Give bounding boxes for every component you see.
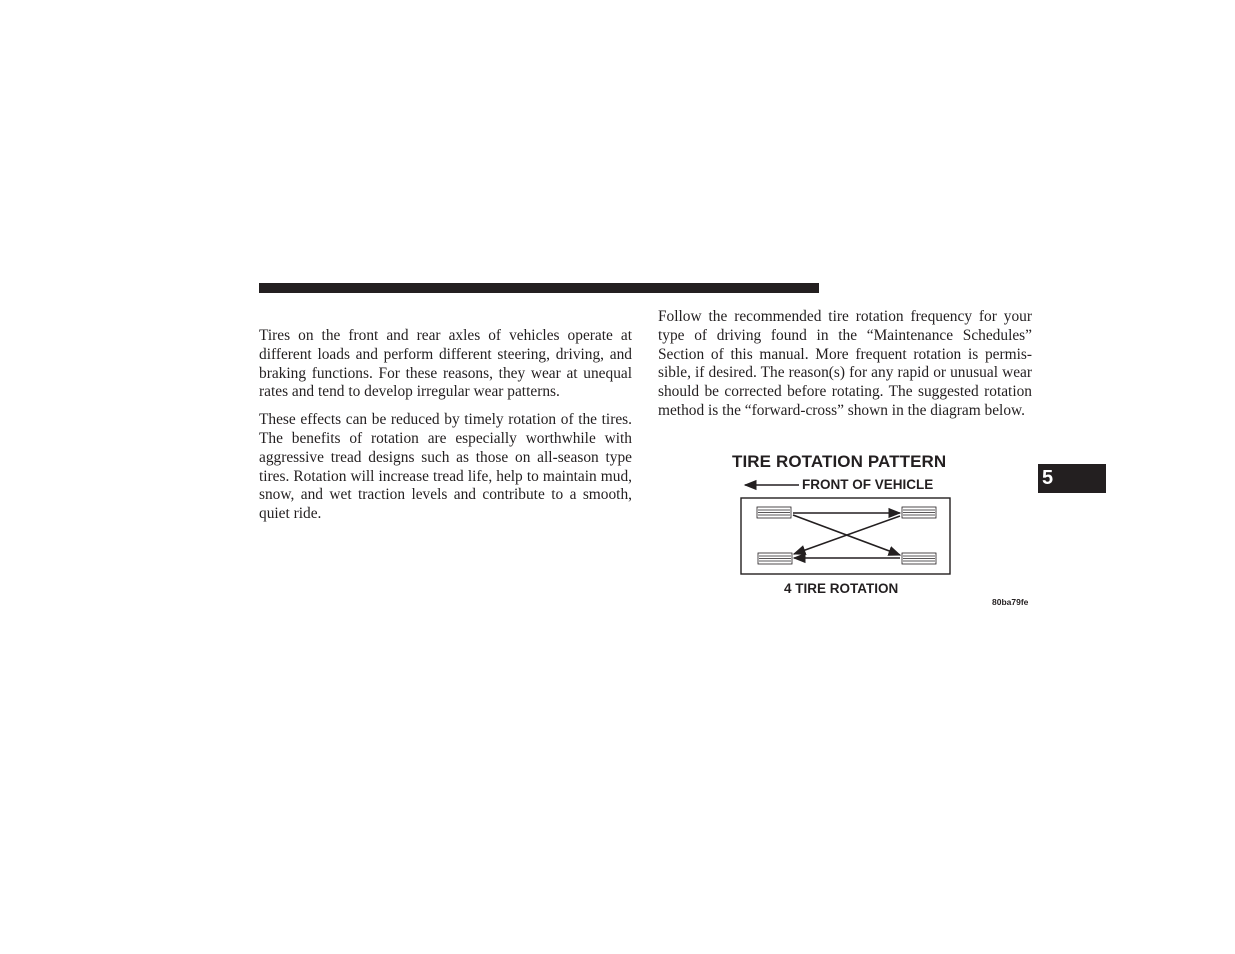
tire-front-right-icon: [758, 553, 792, 564]
front-of-vehicle-label: FRONT OF VEHICLE: [802, 477, 934, 492]
header-rule: [259, 283, 819, 293]
figure-code: 80ba79fe: [992, 597, 1029, 607]
tire-rear-left-icon: [902, 507, 936, 518]
section-number: 5: [1042, 467, 1054, 489]
section-tab: [1038, 464, 1106, 493]
tire-rear-right-icon: [902, 553, 936, 564]
diagram-title: TIRE ROTATION PATTERN: [732, 452, 947, 471]
left-column: [259, 327, 632, 533]
paragraph-wear: Tires on the front and rear axles of vehicles operate at different loads and perform different steering, driving, and braking functions. For these reasons, they wear at unequal rates and tend to develop irregular wear patterns.: [259, 327, 632, 401]
four-tire-rotation-label: 4 TIRE ROTATION: [784, 581, 899, 596]
paragraph-rotation-benefits: These effects can be reduced by timely rotation of the tires. The benefits of rotation are especially worthwhile with aggressive tread designs such as those on all-season type tires. Rotation will increase tread life, help to maintain mud, snow, and wet traction levels and contribute to a smooth, quiet ride.: [259, 411, 632, 523]
paragraph-rotation-frequency: Follow the recommended tire rotation frequency for your type of driving found in the “Maintenance Schedules” Section of this manual. More frequent rotation is permissible, if desired. The reason(s) for any rapid or unusual wear should be corrected before rotating. The suggested rotation method is the “forward-cross” shown in the diagram below.: [658, 308, 1032, 419]
right-column: [658, 308, 1032, 430]
tire-rotation-diagram: [720, 448, 1040, 613]
tire-front-left-icon: [757, 507, 791, 518]
